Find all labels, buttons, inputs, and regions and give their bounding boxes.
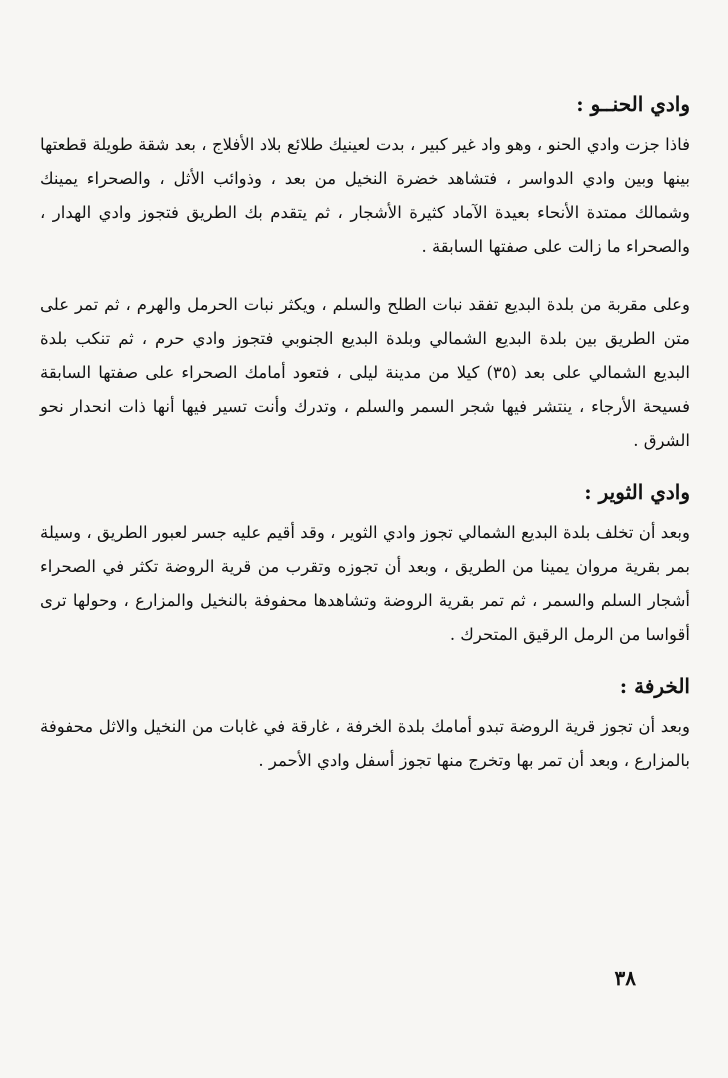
paragraph-hanu-2: وعلى مقربة من بلدة البديع تفقد نبات الطلح والسلم ، ويكثر نبات الحرمل والهرم ، ثم تمر على متن الطريق بين بلدة البديع الشمالي وبلدة البديع الجنوبي فتجوز وادي حرم ، ثم تنكب بلدة البديع الشمالي على بعد (٣٥) كيلا من مدينة ليلى ، فتعود أمامك الصحراء على صفتها السابقة فسيحة الأرجاء ، ينتشر فيها شجر السمر والسلم ، وتدرك وأنت تسير فيها أنها ذات انحدار نحو الشرق . xyxy=(40,295,690,450)
page-content xyxy=(40,92,690,778)
page-number: ٣٨ xyxy=(614,966,636,990)
paragraph-kharfa-1: وبعد أن تجوز قرية الروضة تبدو أمامك بلدة الخرفة ، غارقة في غابات من النخيل والاثل محفوفة بالمزارع ، وبعد أن تمر بها وتخرج منها تجوز أسفل وادي الأحمر . xyxy=(40,717,690,770)
paragraph-hanu-1: فاذا جزت وادي الحنو ، وهو واد غير كبير ، بدت لعينيك طلائع بلاد الأفلاج ، بعد شقة طويلة قطعتها بينها وبين وادي الدواسر ، فتشاهد خضرة النخيل من بعد ، وذوائب الأثل ، والصحراء يمينك وشمالك ممتدة الأنحاء بعيدة الآماد كثيرة الأشجار ، ثم يتقدم بك الطريق فتجوز وادي الهدار ، والصحراء ما زالت على صفتها السابقة . xyxy=(40,135,690,256)
section-heading-thuwair: وادي الثوير : xyxy=(584,480,690,504)
section-heading-kharfa: الخرفة : xyxy=(619,674,690,698)
paragraph-thuwair-1: وبعد أن تخلف بلدة البديع الشمالي تجوز وادي الثوير ، وقد أقيم عليه جسر لعبور الطريق ، وسيلة بمر بقرية مروان يمينا من الطريق ، وبعد أن تجوزه وتقرب من قرية الروضة تكثر في الصحراء أشجار السلم والسمر ، ثم تمر بقرية الروضة وتشاهدها محفوفة بالنخيل والمزارع ، وحولها ترى أقواسا من الرمل الرقيق المتحرك . xyxy=(40,523,690,644)
paragraph-gap xyxy=(40,264,690,288)
section-heading-hanu: وادي الحنــو : xyxy=(576,92,690,116)
